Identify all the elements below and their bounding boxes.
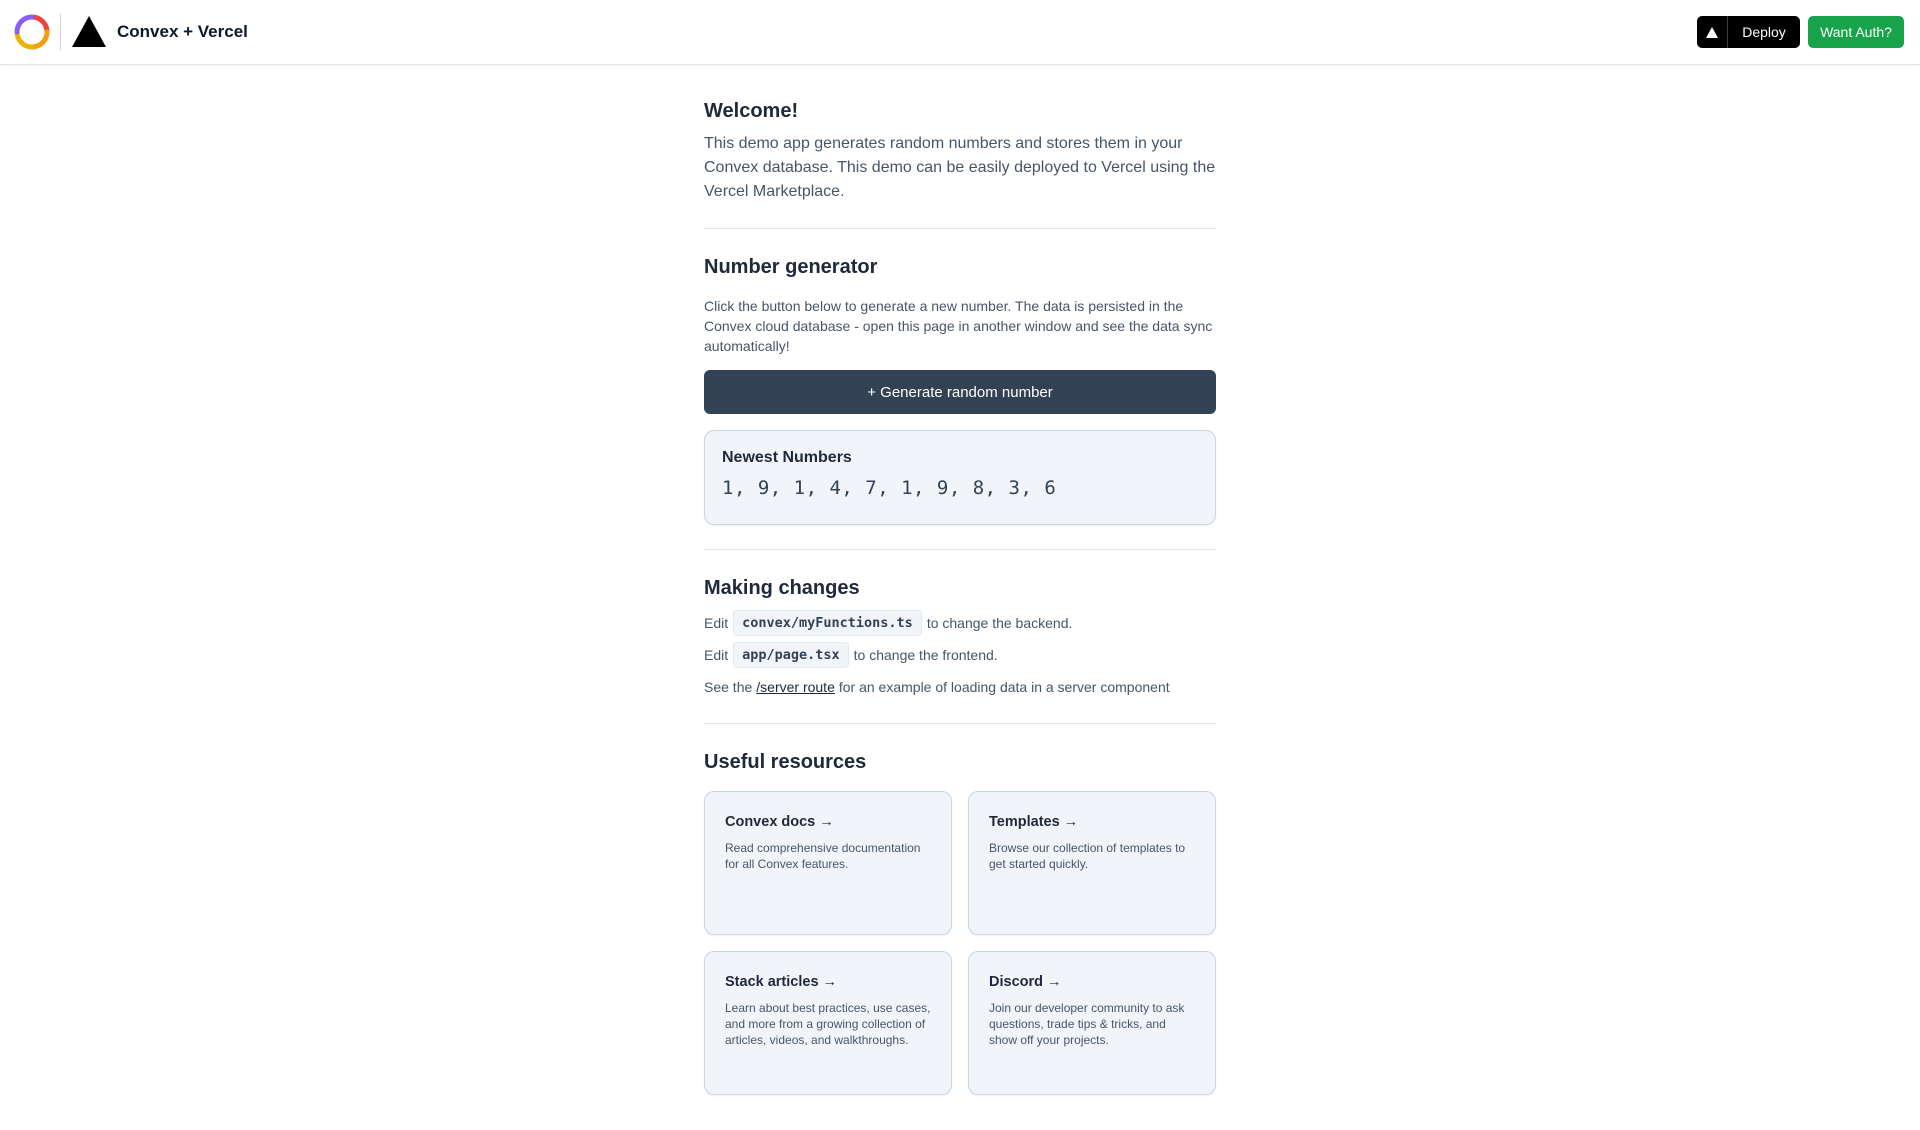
edit-frontend-line	[704, 641, 1216, 669]
newest-numbers-values: 1, 9, 1, 4, 7, 1, 9, 8, 3, 6	[722, 477, 1057, 499]
section-divider	[704, 549, 1216, 550]
server-route-line	[704, 673, 1216, 701]
edit-suffix: to change the backend.	[926, 615, 1073, 631]
resource-description: Browse our collection of templates to get started quickly.	[989, 841, 1186, 871]
app-title: Convex + Vercel	[117, 22, 248, 41]
edit-suffix: to change the frontend.	[853, 647, 998, 663]
newest-numbers-title: Newest Numbers	[722, 449, 852, 466]
resource-card-stack-articles[interactable]	[704, 951, 952, 1095]
backend-file-code: convex/myFunctions.ts	[733, 610, 922, 636]
main-content	[704, 98, 1216, 1095]
making-changes-title: Making changes	[704, 577, 860, 599]
resource-title: Discord →	[989, 974, 1062, 990]
resource-card-discord[interactable]	[968, 951, 1216, 1095]
server-route-link[interactable]: /server route	[756, 679, 835, 695]
resource-description: Learn about best practices, use cases, and more from a growing collection of articles, videos, and walkthroughs.	[725, 1001, 931, 1047]
welcome-text: This demo app generates random numbers and stores them in your Convex database. This demo can be easily deployed to Vercel using the Vercel Marketplace.	[704, 135, 1216, 200]
resource-description: Join our developer community to ask questions, trade tips & tricks, and show off your projects.	[989, 1001, 1185, 1047]
resources-grid	[704, 791, 1216, 1095]
resource-title: Convex docs →	[725, 814, 834, 830]
edit-prefix: Edit	[704, 647, 729, 663]
see-suffix: for an example of loading data in a server component	[838, 679, 1170, 695]
top-header	[0, 0, 1920, 65]
header-divider	[60, 14, 61, 50]
number-generator-title: Number generator	[704, 256, 878, 278]
resource-description: Read comprehensive documentation for all Convex features.	[725, 841, 921, 871]
resource-card-templates[interactable]	[968, 791, 1216, 935]
generate-random-number-button[interactable]: + Generate random number	[704, 370, 1216, 414]
newest-numbers-card	[704, 430, 1216, 525]
edit-backend-line	[704, 609, 1216, 637]
edit-prefix: Edit	[704, 615, 729, 631]
frontend-file-code: app/page.tsx	[733, 642, 849, 668]
see-prefix: See the	[704, 679, 753, 695]
convex-logo-icon[interactable]	[14, 14, 50, 50]
vercel-logo-icon[interactable]	[72, 16, 106, 47]
resource-title: Templates →	[989, 814, 1079, 830]
section-divider	[704, 228, 1216, 229]
section-divider	[704, 723, 1216, 724]
useful-resources-title: Useful resources	[704, 751, 867, 773]
vercel-triangle-icon	[1697, 16, 1728, 48]
welcome-title: Welcome!	[704, 100, 799, 122]
deploy-button[interactable]	[1697, 16, 1800, 48]
number-generator-description: Click the button below to generate a new number. The data is persisted in the Convex cloud database - open this page in another window and see the data sync automatically!	[704, 298, 1213, 354]
resource-title: Stack articles →	[725, 974, 838, 990]
want-auth-button[interactable]: Want Auth?	[1808, 16, 1904, 48]
deploy-label: Deploy	[1742, 24, 1786, 40]
resource-card-convex-docs[interactable]	[704, 791, 952, 935]
